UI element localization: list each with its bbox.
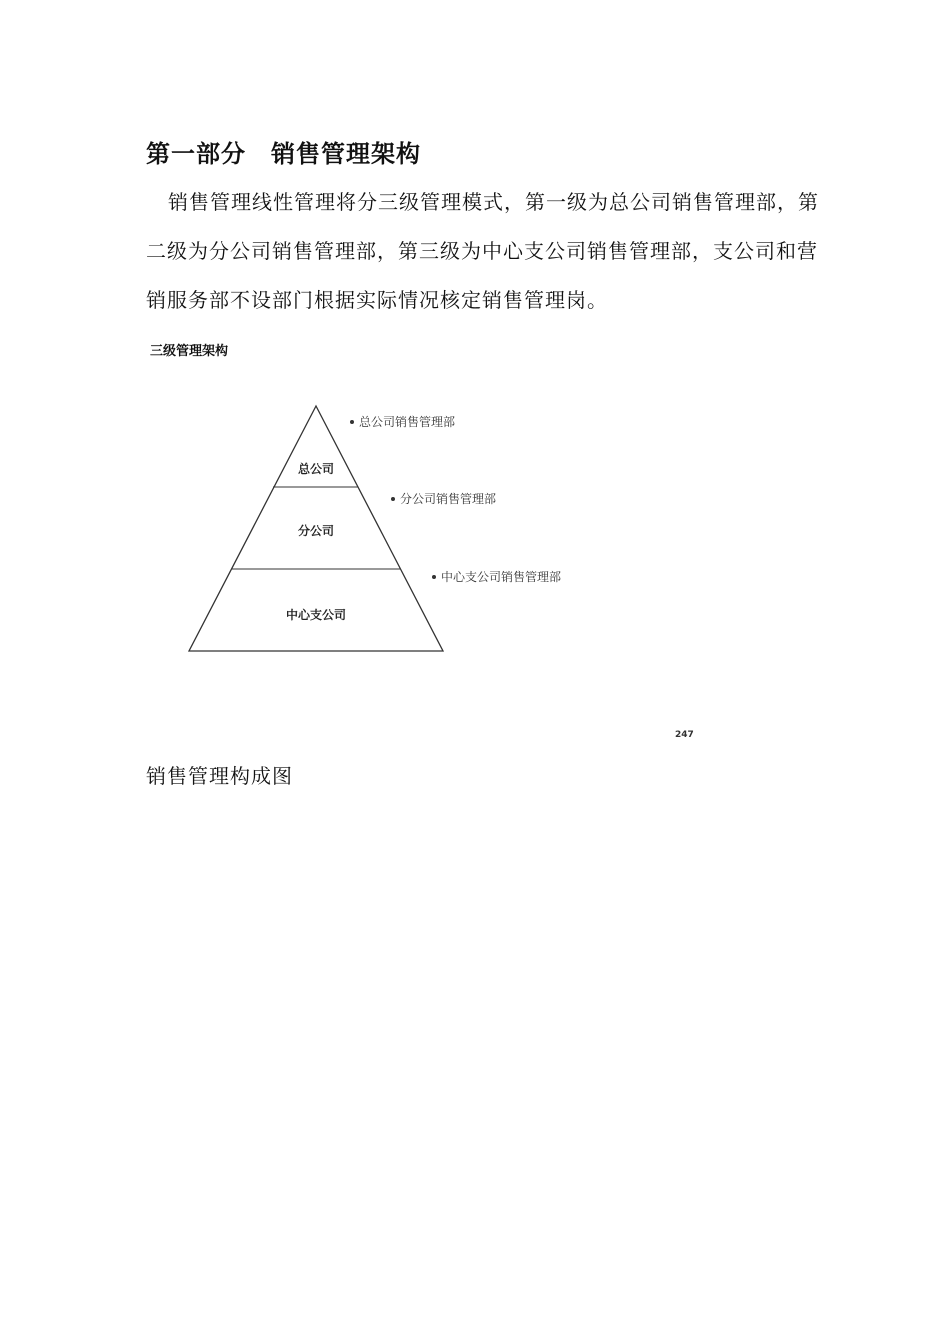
body-paragraph: 销售管理线性管理将分三级管理模式，第一级为总公司销售管理部，第二级为分公司销售管理部，第三级为中心支公司销售管理部，支公司和营销服务部不设部门根据实际情况核定销售管理岗。 — [146, 190, 819, 312]
bullet-dot-1 — [350, 420, 354, 424]
bullet-central-subbranch-dept: 中心支公司销售管理部 — [441, 570, 562, 584]
page-number: 247 — [675, 730, 694, 740]
section-heading: 第一部分 销售管理架构 — [146, 139, 421, 168]
figure-caption: 销售管理构成图 — [146, 764, 293, 788]
tier-label-central-subbranch: 中心支公司 — [285, 608, 347, 622]
bullet-dot-3 — [432, 575, 436, 579]
bullet-branch-dept: 分公司销售管理部 — [400, 492, 497, 506]
tier-label-head-office: 总公司 — [297, 462, 335, 476]
bullet-head-office-dept: 总公司销售管理部 — [359, 415, 456, 429]
figure-title: 三级管理架构 — [150, 344, 229, 359]
bullet-dot-2 — [391, 497, 395, 501]
tier-label-branch: 分公司 — [297, 524, 335, 538]
